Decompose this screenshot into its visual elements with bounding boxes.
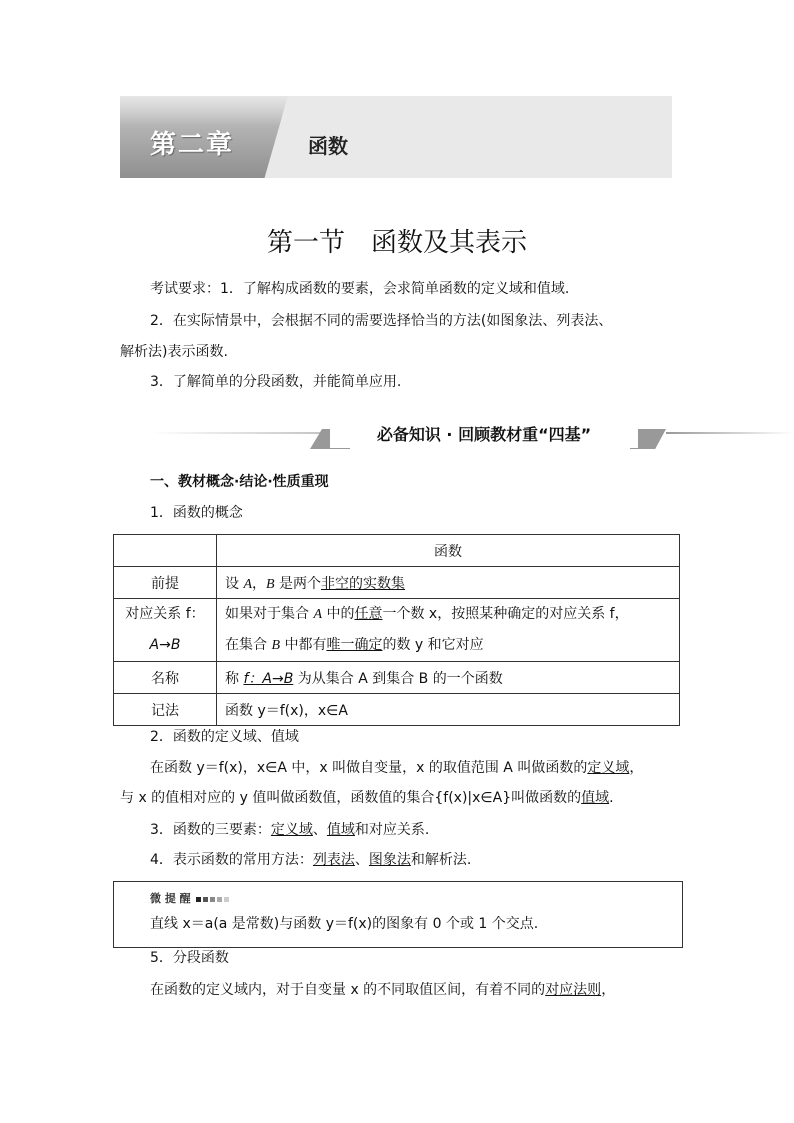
text: 中都有 <box>280 637 327 653</box>
table-row <box>114 662 680 694</box>
item3-line <box>150 820 429 840</box>
table-row <box>114 567 680 599</box>
text: ， <box>601 982 616 998</box>
text: . <box>609 790 614 806</box>
row-label-name: 名称 <box>114 662 217 694</box>
table-cell-empty <box>114 535 217 567</box>
text: 称 <box>225 670 244 687</box>
item1-heading: 1．函数的概念 <box>150 505 243 521</box>
underlined-term: 值域 <box>326 822 355 838</box>
item4-line <box>150 850 471 870</box>
item2-heading: 2．函数的定义域、值域 <box>150 729 299 745</box>
underlined-term: 唯一确定 <box>326 637 383 653</box>
item5-heading: 5．分段函数 <box>150 950 229 966</box>
function-concept-table <box>113 534 680 726</box>
knowledge-banner-label: 必备知识 · 回顾教材重“四基” <box>330 422 638 448</box>
text: 在函数的定义域内，对于自变量 x 的不同取值区间，有着不同的 <box>150 982 546 998</box>
requirements-line-3: 解析法)表示函数. <box>120 344 228 360</box>
text: 与 x 的值相对应的 y 值叫做函数值，函数值的集合{f(x)|x∈A}叫做函数的 <box>120 790 582 806</box>
square-icon <box>203 897 208 902</box>
chapter-title: 函数 <box>308 134 348 158</box>
text: 中的 <box>322 606 355 622</box>
text: 如果对于集合 <box>225 606 314 622</box>
row-content-premise <box>217 567 680 599</box>
var: A <box>313 607 323 622</box>
text: ， <box>629 760 644 776</box>
underlined-term: 任意 <box>354 606 383 622</box>
tip-label-text: 微 提 醒 <box>150 892 191 905</box>
text: 、 <box>354 852 369 868</box>
table-row <box>114 694 680 726</box>
section-title: 第一节 函数及其表示 <box>266 228 527 258</box>
item2-line-2 <box>120 788 614 808</box>
text: 3．函数的三要素： <box>150 822 271 838</box>
square-icon <box>217 897 222 902</box>
content-line <box>225 630 671 661</box>
content-line <box>225 599 671 630</box>
item2-line-1 <box>150 758 643 778</box>
underlined-term: f：A→B <box>243 670 294 687</box>
text: 4．表示函数的常用方法： <box>150 852 313 868</box>
part1-heading: 一、教材概念·结论·性质重现 <box>150 474 329 490</box>
requirements-line-2: 2．在实际情景中，会根据不同的需要选择恰当的方法(如图象法、列表法、 <box>150 313 613 329</box>
text: 设 <box>225 575 244 592</box>
text: 、 <box>312 822 327 838</box>
row-label-premise: 前提 <box>114 567 217 599</box>
requirements-line-4: 3．了解简单的分段函数，并能简单应用. <box>150 374 402 390</box>
square-icon <box>196 897 201 902</box>
square-icon <box>224 897 229 902</box>
text: ， <box>252 575 267 592</box>
underlined-term: 列表法 <box>312 852 355 868</box>
text: 为从集合 A 到集合 B 的一个函数 <box>293 670 503 687</box>
text: 和对应关系. <box>354 822 430 838</box>
text: 在集合 <box>225 637 272 653</box>
row-label-mapping <box>114 599 217 662</box>
label-line: 对应关系 f： <box>125 606 205 622</box>
chapter-number: 第二章 <box>150 130 235 160</box>
underlined-term: 非空的实数集 <box>321 575 406 592</box>
var: B <box>271 638 281 653</box>
text: 的数 y 和它对应 <box>382 637 484 653</box>
table-row <box>114 535 680 567</box>
text: 在函数 y＝f(x)，x∈A 中，x 叫做自变量，x 的取值范围 A 叫做函数的 <box>150 760 588 776</box>
banner-line-right <box>666 432 794 434</box>
underlined-term: 值域 <box>581 790 610 806</box>
underlined-term: 定义域 <box>587 760 630 776</box>
var: A <box>243 576 253 592</box>
chapter-tab-shine <box>120 96 288 126</box>
table-row <box>114 599 680 662</box>
var: B <box>266 576 275 592</box>
tip-label <box>150 890 229 906</box>
text: 是两个 <box>274 575 322 592</box>
row-content-mapping <box>217 599 680 662</box>
label-line: A→B <box>149 637 181 653</box>
tip-text: 直线 x＝a(a 是常数)与函数 y＝f(x)的图象有 0 个或 1 个交点. <box>150 916 539 932</box>
underlined-term: 对应法则 <box>545 982 602 998</box>
text: 和解析法. <box>410 852 472 868</box>
row-label-notation: 记法 <box>114 694 217 726</box>
text: 一个数 x，按照某种确定的对应关系 f， <box>382 606 629 622</box>
table-header: 函数 <box>217 535 680 567</box>
requirements-line-1: 考试要求：1．了解构成函数的要素，会求简单函数的定义域和值域. <box>150 281 570 297</box>
row-content-name <box>217 662 680 694</box>
underlined-term: 图象法 <box>368 852 411 868</box>
item5-line <box>150 980 615 1000</box>
underlined-term: 定义域 <box>270 822 313 838</box>
square-icon <box>210 897 215 902</box>
row-content-notation: 函数 y＝f(x)，x∈A <box>217 694 680 726</box>
